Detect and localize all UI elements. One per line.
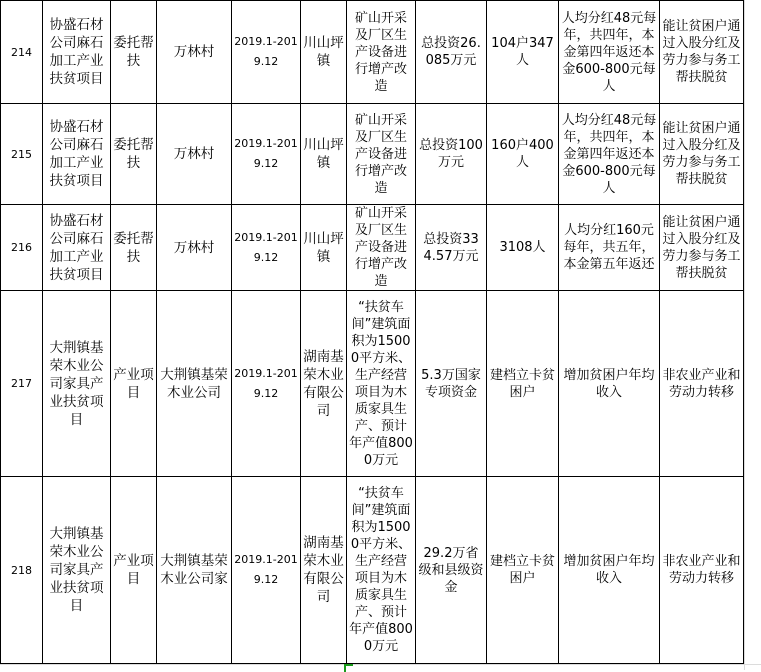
cell-project-name[interactable]: 大荆镇基荣木业公司家具产业扶贫项目 [43, 291, 111, 477]
cell-location[interactable]: 川山坪镇 [301, 205, 347, 291]
cell-mechanism[interactable]: 能让贫困户通过入股分红及劳力参与务工帮扶脱贫 [660, 1, 744, 104]
cell-period[interactable]: 2019.1-2019.12 [232, 291, 301, 477]
cell-period[interactable]: 2019.1-2019.12 [232, 1, 301, 104]
cell-location[interactable]: 川山坪镇 [301, 104, 347, 205]
table-row [1, 291, 744, 477]
cell-content[interactable]: “扶贫车间”建筑面积为15000平方米、生产经营项目为木质家具生产、预计年产值8000万元 [347, 477, 416, 664]
cell-no[interactable]: 214 [1, 1, 43, 104]
table-row [1, 1, 744, 104]
cell-location[interactable]: 湖南基荣木业有限公司 [301, 291, 347, 477]
cell-type[interactable]: 委托帮扶 [111, 205, 157, 291]
cell-project-name[interactable]: 协盛石材公司麻石加工产业扶贫项目 [43, 1, 111, 104]
cell-mechanism[interactable]: 能让贫困户通过入股分红及劳力参与务工帮扶脱贫 [660, 104, 744, 205]
cell-type[interactable]: 委托帮扶 [111, 104, 157, 205]
cell-period[interactable]: 2019.1-2019.12 [232, 205, 301, 291]
cell-fund[interactable]: 29.2万省级和县级资金 [416, 477, 487, 664]
cell-type[interactable]: 产业项目 [111, 291, 157, 477]
cell-benefit[interactable]: 人均分红48元每年，共四年，本金第四年返还本金600-800元每人 [559, 1, 660, 104]
cell-unit[interactable]: 万林村 [157, 1, 232, 104]
cell-mechanism[interactable]: 非农业产业和劳动力转移 [660, 291, 744, 477]
cell-location[interactable]: 湖南基荣木业有限公司 [301, 477, 347, 664]
table-row [1, 104, 744, 205]
cell-target[interactable]: 160户400人 [487, 104, 559, 205]
cell-fund[interactable]: 总投资334.57万元 [416, 205, 487, 291]
cell-no[interactable]: 216 [1, 205, 43, 291]
cell-benefit[interactable]: 人均分红160元每年，共五年，本金第五年返还 [559, 205, 660, 291]
cell-target[interactable]: 建档立卡贫困户 [487, 477, 559, 664]
cell-period[interactable]: 2019.1-2019.12 [232, 104, 301, 205]
table-row [1, 205, 744, 291]
cell-no[interactable]: 215 [1, 104, 43, 205]
cell-content[interactable]: “扶贫车间”建筑面积为15000平方米、生产经营项目为木质家具生产、预计年产值8000万元 [347, 291, 416, 477]
cell-target[interactable]: 建档立卡贫困户 [487, 291, 559, 477]
cell-project-name[interactable]: 协盛石材公司麻石加工产业扶贫项目 [43, 104, 111, 205]
cell-fund[interactable]: 总投资26.085万元 [416, 1, 487, 104]
cell-target[interactable]: 3108人 [487, 205, 559, 291]
cell-period[interactable]: 2019.1-2019.12 [232, 477, 301, 664]
grid-line [744, 0, 745, 670]
cell-benefit[interactable]: 增加贫困户年均收入 [559, 291, 660, 477]
cell-content[interactable]: 矿山开采及厂区生产设备进行增产改造 [347, 205, 416, 291]
cell-benefit[interactable]: 人均分红48元每年，共四年，本金第四年返还本金600-800元每人 [559, 104, 660, 205]
cell-fund[interactable]: 总投资100万元 [416, 104, 487, 205]
selection-corner [344, 664, 353, 672]
cell-type[interactable]: 委托帮扶 [111, 1, 157, 104]
cell-benefit[interactable]: 增加贫困户年均收入 [559, 477, 660, 664]
cell-project-name[interactable]: 大荆镇基荣木业公司家具产业扶贫项目 [43, 477, 111, 664]
cell-content[interactable]: 矿山开采及厂区生产设备进行增产改造 [347, 104, 416, 205]
cell-location[interactable]: 川山坪镇 [301, 1, 347, 104]
table-row [1, 477, 744, 664]
cell-unit[interactable]: 万林村 [157, 205, 232, 291]
grid-line [0, 664, 761, 665]
cell-content[interactable]: 矿山开采及厂区生产设备进行增产改造 [347, 1, 416, 104]
cell-type[interactable]: 产业项目 [111, 477, 157, 664]
cell-no[interactable]: 218 [1, 477, 43, 664]
cell-project-name[interactable]: 协盛石材公司麻石加工产业扶贫项目 [43, 205, 111, 291]
cell-unit[interactable]: 大荆镇基荣木业公司家 [157, 477, 232, 664]
cell-unit[interactable]: 万林村 [157, 104, 232, 205]
cell-unit[interactable]: 大荆镇基荣木业公司 [157, 291, 232, 477]
cell-mechanism[interactable]: 能让贫困户通过入股分红及劳力参与务工帮扶脱贫 [660, 205, 744, 291]
cell-no[interactable]: 217 [1, 291, 43, 477]
cell-mechanism[interactable]: 非农业产业和劳动力转移 [660, 477, 744, 664]
cell-target[interactable]: 104户347人 [487, 1, 559, 104]
cell-fund[interactable]: 5.3万国家专项资金 [416, 291, 487, 477]
